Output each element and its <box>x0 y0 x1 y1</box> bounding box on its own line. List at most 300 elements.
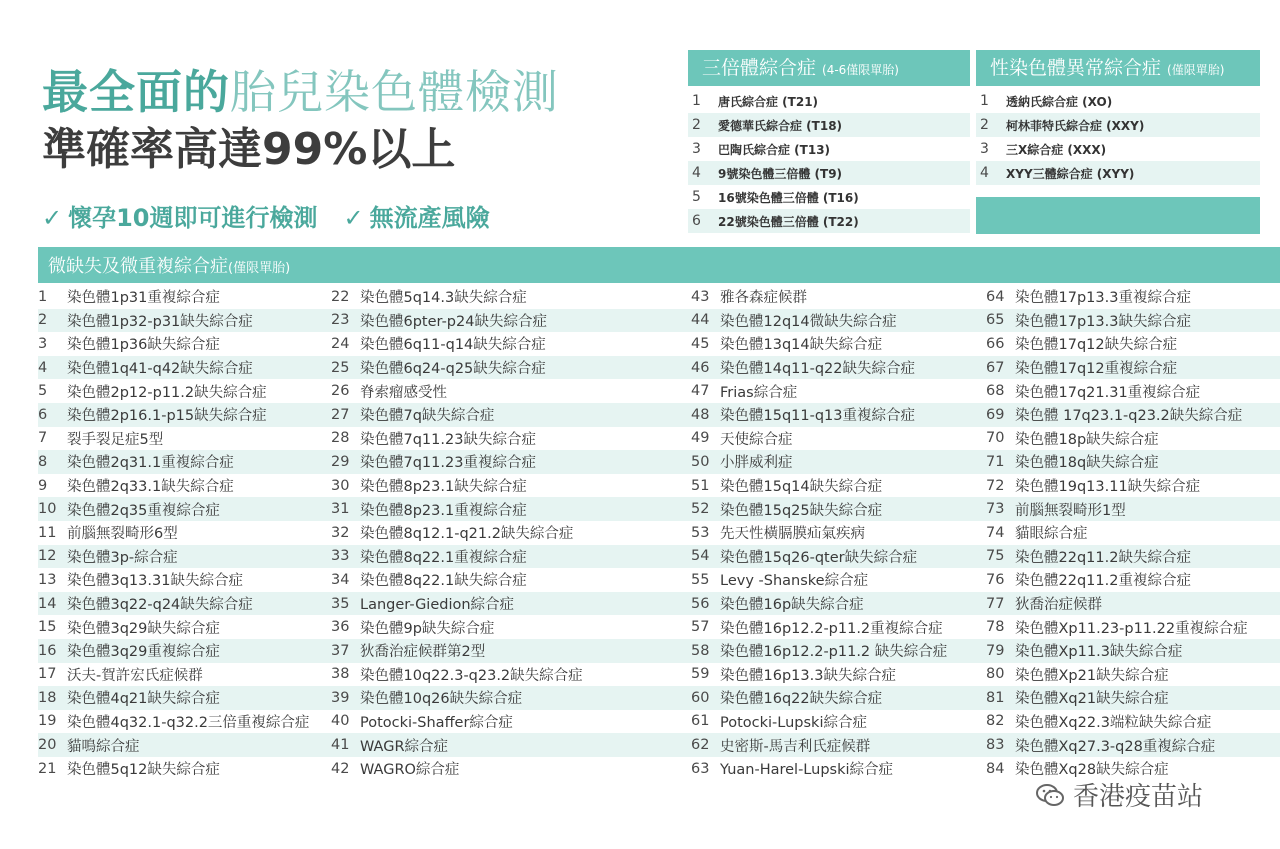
sex_chrom-item-number: 4 <box>980 165 989 181</box>
sex_chrom-item-label: XYY三體綜合症 (XYY) <box>1006 166 1135 181</box>
trisomy-title: 三倍體綜合症 <box>702 57 817 79</box>
micro-item-number: 55 <box>691 571 710 588</box>
micro-item-label: 染色體16q22缺失綜合症 <box>720 691 883 708</box>
micro-item-number: 59 <box>691 666 710 683</box>
micro-item-number: 2 <box>38 312 48 329</box>
sex_chrom-item-number: 3 <box>980 141 989 157</box>
micro-item-label: 先天性橫膈膜疝氣疾病 <box>720 526 865 543</box>
sex-chrom-list <box>976 89 1260 185</box>
sex_chrom-item <box>976 161 1260 185</box>
feature-check-2-label: 無流產風險 <box>369 204 490 232</box>
micro-item <box>331 639 583 663</box>
micro-item <box>986 663 1248 687</box>
micro-item <box>38 497 309 521</box>
micro-item <box>986 568 1248 592</box>
micro-title: 微缺失及微重複綜合症 <box>48 256 228 277</box>
micro-item <box>691 450 947 474</box>
trisomy-item-label: 16號染色體三倍體 (T16) <box>718 190 859 205</box>
micro-item-number: 20 <box>38 737 57 754</box>
micro-item-number: 32 <box>331 524 350 541</box>
micro-item <box>691 710 947 734</box>
sex_chrom-item-number: 2 <box>980 117 989 133</box>
trisomy-item <box>688 185 970 209</box>
micro-item-number: 81 <box>986 689 1005 706</box>
sex_chrom-item-label: 透納氏綜合症 (XO) <box>1006 94 1113 109</box>
micro-item <box>38 356 309 380</box>
micro-item-label: 染色體16p缺失綜合症 <box>720 597 864 614</box>
micro-item <box>331 615 583 639</box>
micro-item-label: 染色體2p12-p11.2缺失綜合症 <box>67 384 267 401</box>
micro-item-label: 染色體3p-綜合症 <box>67 549 178 566</box>
micro-item-number: 3 <box>38 335 48 352</box>
micro-item-label: 染色體15q26-qter缺失綜合症 <box>720 549 918 566</box>
trisomy-item-label: 巴陶氏綜合症 (T13) <box>718 142 831 157</box>
micro-item-number: 62 <box>691 737 710 754</box>
micro-item-label: 染色體17q12缺失綜合症 <box>1015 337 1178 354</box>
micro-item <box>691 663 947 687</box>
micro-item <box>986 474 1248 498</box>
micro-item-number: 66 <box>986 335 1005 352</box>
micro-item <box>691 427 947 451</box>
micro-item-number: 7 <box>38 430 48 447</box>
micro-item-label: 染色體8q22.1缺失綜合症 <box>360 573 527 590</box>
micro-item-label: 雅各森症候群 <box>720 290 807 307</box>
micro-item-label: 染色體1p32-p31缺失綜合症 <box>67 313 253 330</box>
micro-item-number: 56 <box>691 595 710 612</box>
micro-item-label: 染色體Xq27.3-q28重複綜合症 <box>1015 738 1216 755</box>
trisomy-box-title <box>688 50 970 86</box>
trisomy-item-label: 唐氏綜合症 (T21) <box>718 94 819 109</box>
micro-item-number: 65 <box>986 312 1005 329</box>
micro-item-number: 77 <box>986 595 1005 612</box>
micro-item-number: 18 <box>38 689 57 706</box>
micro-item-number: 73 <box>986 501 1005 518</box>
micro-item-label: 染色體10q22.3-q23.2缺失綜合症 <box>360 667 583 684</box>
micro-item-number: 47 <box>691 383 710 400</box>
micro-item-label: WAGR綜合症 <box>360 738 449 755</box>
micro-item-number: 29 <box>331 453 350 470</box>
micro-item-label: 染色體22q11.2缺失綜合症 <box>1015 549 1191 566</box>
micro-item-label: 染色體17p13.3重複綜合症 <box>1015 290 1191 307</box>
micro-item <box>331 332 583 356</box>
checkmark-icon: ✓ <box>42 204 63 232</box>
micro-item <box>331 450 583 474</box>
micro-item-label: 染色體14q11-q22缺失綜合症 <box>720 361 915 378</box>
micro-item-label: 染色體17q12重複綜合症 <box>1015 361 1178 378</box>
micro-item <box>986 497 1248 521</box>
micro-item-label: 染色體3q22-q24缺失綜合症 <box>67 597 253 614</box>
micro-item-label: 脊索瘤感受性 <box>360 384 447 401</box>
micro-item-number: 1 <box>38 288 48 305</box>
micro-item-number: 11 <box>38 524 57 541</box>
micro-item-number: 58 <box>691 642 710 659</box>
micro-item-label: Langer-Giedion綜合症 <box>360 597 515 614</box>
micro-item <box>986 710 1248 734</box>
sex_chrom-item-number: 1 <box>980 93 989 109</box>
micro-item-number: 69 <box>986 406 1005 423</box>
micro-item <box>331 356 583 380</box>
feature-check-2 <box>344 198 490 233</box>
micro-item <box>691 568 947 592</box>
micro-item <box>691 757 947 781</box>
sex-chrom-box-title <box>976 50 1260 86</box>
feature-check-1-label: 懷孕10週即可進行檢測 <box>68 204 318 232</box>
micro-item <box>331 757 583 781</box>
micro-item-label: 染色體9p缺失綜合症 <box>360 620 495 637</box>
micro-item-label: 染色體5q12缺失綜合症 <box>67 762 220 779</box>
micro-item-label: 染色體6pter-p24缺失綜合症 <box>360 313 547 330</box>
micro-item-number: 60 <box>691 689 710 706</box>
sex_chrom-item-label: 柯林菲特氏綜合症 (XXY) <box>1006 118 1145 133</box>
micro-item-label: 染色體3q13.31缺失綜合症 <box>67 573 243 590</box>
micro-item-label: 小胖威利症 <box>720 455 793 472</box>
micro-item-label: 染色體Xq21缺失綜合症 <box>1015 691 1169 708</box>
micro-item-number: 23 <box>331 312 350 329</box>
micro-item-number: 33 <box>331 548 350 565</box>
micro-item-label: 染色體18q缺失綜合症 <box>1015 455 1159 472</box>
micro-item-label: 染色體12q14微缺失綜合症 <box>720 313 897 330</box>
micro-item <box>986 427 1248 451</box>
micro-column-3 <box>691 285 947 780</box>
micro-item-number: 83 <box>986 737 1005 754</box>
micro-item-number: 44 <box>691 312 710 329</box>
sex_chrom-item <box>976 137 1260 161</box>
micro-item-number: 78 <box>986 619 1005 636</box>
micro-item-label: 染色體8p23.1重複綜合症 <box>360 502 527 519</box>
trisomy-item-label: 22號染色體三倍體 (T22) <box>718 214 859 229</box>
micro-item-number: 54 <box>691 548 710 565</box>
micro-item <box>38 285 309 309</box>
micro-column-2 <box>331 285 583 780</box>
micro-item-number: 63 <box>691 760 710 777</box>
micro-item-label: 染色體4q21缺失綜合症 <box>67 691 220 708</box>
micro-item-number: 13 <box>38 571 57 588</box>
micro-item <box>38 663 309 687</box>
micro-item <box>331 710 583 734</box>
micro-item-number: 80 <box>986 666 1005 683</box>
micro-item-number: 35 <box>331 595 350 612</box>
micro-item <box>691 285 947 309</box>
micro-item-label: 染色體13q14缺失綜合症 <box>720 337 883 354</box>
micro-item-label: 染色體22q11.2重複綜合症 <box>1015 573 1191 590</box>
watermark-text: 香港疫苗站 <box>1073 782 1204 812</box>
micro-item-number: 10 <box>38 501 57 518</box>
micro-item-label: 裂手裂足症5型 <box>67 431 164 448</box>
micro-item-number: 41 <box>331 737 350 754</box>
micro-item-label: 染色體6q11-q14缺失綜合症 <box>360 337 546 354</box>
micro-item <box>331 686 583 710</box>
micro-item-label: 染色體15q25缺失綜合症 <box>720 502 883 519</box>
micro-item-label: 染色體7q11.23缺失綜合症 <box>360 431 536 448</box>
micro-item <box>331 379 583 403</box>
micro-item-label: 前腦無裂畸形6型 <box>67 526 178 543</box>
micro-item-number: 40 <box>331 713 350 730</box>
micro-item-label: Levy -Shanske綜合症 <box>720 573 869 590</box>
micro-item-number: 34 <box>331 571 350 588</box>
micro-item-number: 16 <box>38 642 57 659</box>
micro-item <box>38 379 309 403</box>
micro-item-label: Potocki-Lupski綜合症 <box>720 714 867 731</box>
micro-item <box>38 474 309 498</box>
micro-item-label: Yuan-Harel-Lupski綜合症 <box>720 762 894 779</box>
micro-item-label: 染色體6q24-q25缺失綜合症 <box>360 361 546 378</box>
micro-item <box>986 356 1248 380</box>
micro-item-label: 史密斯-馬吉利氏症候群 <box>720 738 871 755</box>
micro-item <box>691 403 947 427</box>
micro-item-number: 8 <box>38 453 48 470</box>
micro-item-number: 52 <box>691 501 710 518</box>
micro-item <box>38 332 309 356</box>
micro-item <box>691 379 947 403</box>
micro-item-number: 15 <box>38 619 57 636</box>
trisomy-item-number: 5 <box>692 189 701 205</box>
micro-item-number: 76 <box>986 571 1005 588</box>
micro-item <box>986 686 1248 710</box>
micro-item-label: 染色體Xp11.3缺失綜合症 <box>1015 644 1183 661</box>
micro-item <box>986 332 1248 356</box>
micro-item-number: 75 <box>986 548 1005 565</box>
micro-item <box>986 403 1248 427</box>
micro-item <box>691 545 947 569</box>
micro-item <box>331 545 583 569</box>
sex-chrom-title: 性染色體異常綜合症 <box>990 57 1162 79</box>
micro-item <box>38 450 309 474</box>
micro-item <box>691 686 947 710</box>
micro-item <box>691 615 947 639</box>
micro-item-label: 染色體8q12.1-q21.2缺失綜合症 <box>360 526 574 543</box>
micro-item-number: 84 <box>986 760 1005 777</box>
checkmark-icon: ✓ <box>343 204 364 232</box>
micro-item-number: 51 <box>691 477 710 494</box>
micro-list <box>38 285 1280 785</box>
micro-item-number: 74 <box>986 524 1005 541</box>
micro-item <box>38 639 309 663</box>
trisomy-item-number: 3 <box>692 141 701 157</box>
micro-item-label: 染色體16p12.2-p11.2 缺失綜合症 <box>720 644 948 661</box>
micro-item-label: 染色體2q33.1缺失綜合症 <box>67 479 234 496</box>
sex_chrom-item <box>976 113 1260 137</box>
micro-column-1 <box>38 285 309 780</box>
micro-item-number: 38 <box>331 666 350 683</box>
micro-item-label: 染色體10q26缺失綜合症 <box>360 691 523 708</box>
micro-item-label: 染色體7q缺失綜合症 <box>360 408 495 425</box>
micro-item <box>986 285 1248 309</box>
trisomy-item <box>688 209 970 233</box>
micro-item-label: 染色體15q11-q13重複綜合症 <box>720 408 915 425</box>
micro-item-number: 12 <box>38 548 57 565</box>
micro-item-label: 狄喬治症候群第2型 <box>360 644 486 661</box>
micro-item-number: 27 <box>331 406 350 423</box>
micro-item-number: 72 <box>986 477 1005 494</box>
micro-item <box>331 733 583 757</box>
micro-item-label: 染色體3q29重複綜合症 <box>67 644 220 661</box>
micro-item-number: 70 <box>986 430 1005 447</box>
micro-item-number: 9 <box>38 477 48 494</box>
micro-item <box>331 663 583 687</box>
micro-item-label: 染色體4q32.1-q32.2三倍重複綜合症 <box>67 714 310 731</box>
micro-item-label: Potocki-Shaffer綜合症 <box>360 714 513 731</box>
micro-item <box>38 757 309 781</box>
micro-item-number: 36 <box>331 619 350 636</box>
micro-item-number: 30 <box>331 477 350 494</box>
micro-item <box>331 474 583 498</box>
feature-checks <box>42 198 559 233</box>
micro-item-number: 68 <box>986 383 1005 400</box>
micro-item-label: 染色體1p31重複綜合症 <box>67 290 220 307</box>
micro-item-label: 染色體17q21.31重複綜合症 <box>1015 384 1201 401</box>
micro-item <box>691 639 947 663</box>
headline-title-light: 胎兒染色體檢測 <box>230 65 559 119</box>
micro-item <box>38 568 309 592</box>
micro-item-label: 染色體2q31.1重複綜合症 <box>67 455 234 472</box>
micro-item-label: 染色體Xp11.23-p11.22重複綜合症 <box>1015 620 1248 637</box>
trisomy-item <box>688 113 970 137</box>
micro-subtitle: (僅限單胎) <box>228 261 291 276</box>
micro-item-label: 染色體16p13.3缺失綜合症 <box>720 667 896 684</box>
micro-item-number: 42 <box>331 760 350 777</box>
micro-item <box>331 521 583 545</box>
trisomy-item-number: 1 <box>692 93 701 109</box>
micro-item <box>986 450 1248 474</box>
headline-title <box>42 64 559 120</box>
micro-item-number: 4 <box>38 359 48 376</box>
micro-item <box>331 568 583 592</box>
micro-item-label: WAGRO綜合症 <box>360 762 460 779</box>
micro-item-number: 82 <box>986 713 1005 730</box>
micro-item <box>331 403 583 427</box>
micro-item <box>986 592 1248 616</box>
micro-item <box>38 592 309 616</box>
micro-item-number: 21 <box>38 760 57 777</box>
micro-item <box>691 474 947 498</box>
micro-item <box>38 710 309 734</box>
micro-item-label: 貓鳴綜合症 <box>67 738 140 755</box>
trisomy-item-label: 9號染色體三倍體 (T9) <box>718 166 843 181</box>
micro-item-number: 14 <box>38 595 57 612</box>
micro-item-number: 5 <box>38 383 48 400</box>
feature-check-1 <box>42 198 318 233</box>
micro-item-number: 24 <box>331 335 350 352</box>
micro-item <box>986 615 1248 639</box>
micro-item <box>331 309 583 333</box>
micro-item-number: 43 <box>691 288 710 305</box>
micro-item <box>331 427 583 451</box>
micro-item-label: Frias綜合症 <box>720 384 798 401</box>
micro-item-number: 50 <box>691 453 710 470</box>
micro-item <box>691 733 947 757</box>
micro-item <box>691 497 947 521</box>
micro-item-number: 67 <box>986 359 1005 376</box>
micro-item-label: 染色體3q29缺失綜合症 <box>67 620 220 637</box>
micro-item <box>38 309 309 333</box>
trisomy-item-number: 6 <box>692 213 701 229</box>
headline-title-strong: 最全面的 <box>42 65 230 119</box>
micro-item-label: 染色體17p13.3缺失綜合症 <box>1015 313 1191 330</box>
micro-item-label: 染色體5q14.3缺失綜合症 <box>360 290 527 307</box>
trisomy-list <box>688 89 970 233</box>
trisomy-item <box>688 137 970 161</box>
trisomy-item-label: 愛德華氏綜合症 (T18) <box>718 118 843 133</box>
micro-item <box>331 497 583 521</box>
micro-item <box>38 615 309 639</box>
micro-item <box>691 332 947 356</box>
micro-item <box>38 733 309 757</box>
micro-item-label: 染色體8p23.1缺失綜合症 <box>360 479 527 496</box>
micro-item <box>331 285 583 309</box>
micro-section-title <box>38 247 1280 283</box>
micro-item-number: 64 <box>986 288 1005 305</box>
micro-item-number: 17 <box>38 666 57 683</box>
micro-item-number: 25 <box>331 359 350 376</box>
trisomy-item <box>688 161 970 185</box>
micro-item-number: 45 <box>691 335 710 352</box>
micro-item-label: 染色體2q35重複綜合症 <box>67 502 220 519</box>
micro-item <box>38 545 309 569</box>
micro-item-number: 22 <box>331 288 350 305</box>
micro-item-number: 28 <box>331 430 350 447</box>
micro-item-number: 53 <box>691 524 710 541</box>
micro-item-label: 染色體2p16.1-p15缺失綜合症 <box>67 408 267 425</box>
trisomy-subtitle: (4-6僅限單胎) <box>822 63 899 77</box>
micro-item-label: 染色體8q22.1重複綜合症 <box>360 549 527 566</box>
headline <box>42 64 559 233</box>
trisomy-item-number: 2 <box>692 117 701 133</box>
micro-item <box>986 733 1248 757</box>
micro-item-number: 46 <box>691 359 710 376</box>
watermark <box>1035 776 1203 813</box>
micro-item <box>691 592 947 616</box>
micro-item-label: 貓眼綜合症 <box>1015 526 1088 543</box>
micro-item <box>986 309 1248 333</box>
micro-item-number: 37 <box>331 642 350 659</box>
micro-item-label: 沃夫-賀許宏氏症候群 <box>67 667 203 684</box>
micro-item <box>38 427 309 451</box>
sex-chrom-box-footer <box>976 197 1260 234</box>
headline-subtitle: 準確率高達99%以上 <box>42 124 456 175</box>
trisomy-item <box>688 89 970 113</box>
micro-item <box>38 521 309 545</box>
micro-item-label: 染色體Xq28缺失綜合症 <box>1015 762 1169 779</box>
micro-item <box>38 403 309 427</box>
micro-item-number: 61 <box>691 713 710 730</box>
trisomy-item-number: 4 <box>692 165 701 181</box>
micro-item-label: 染色體19q13.11缺失綜合症 <box>1015 479 1201 496</box>
micro-item-number: 49 <box>691 430 710 447</box>
micro-item-label: 染色體Xp21缺失綜合症 <box>1015 667 1169 684</box>
micro-column-4 <box>986 285 1248 780</box>
micro-item <box>986 521 1248 545</box>
micro-item-label: 狄喬治症候群 <box>1015 597 1102 614</box>
micro-item <box>986 545 1248 569</box>
micro-item <box>691 521 947 545</box>
micro-item-label: 染色體18p缺失綜合症 <box>1015 431 1159 448</box>
micro-item-number: 26 <box>331 383 350 400</box>
micro-item-number: 6 <box>38 406 48 423</box>
sex_chrom-item <box>976 89 1260 113</box>
micro-item <box>986 639 1248 663</box>
micro-item-number: 39 <box>331 689 350 706</box>
micro-item-number: 19 <box>38 713 57 730</box>
micro-item-label: 天使綜合症 <box>720 431 793 448</box>
micro-item <box>986 379 1248 403</box>
micro-item <box>38 686 309 710</box>
micro-item-number: 48 <box>691 406 710 423</box>
micro-item-label: 染色體1q41-q42缺失綜合症 <box>67 361 253 378</box>
micro-item <box>691 309 947 333</box>
sex-chrom-subtitle: (僅限單胎) <box>1167 63 1225 77</box>
wechat-icon <box>1035 782 1065 808</box>
micro-item-number: 57 <box>691 619 710 636</box>
